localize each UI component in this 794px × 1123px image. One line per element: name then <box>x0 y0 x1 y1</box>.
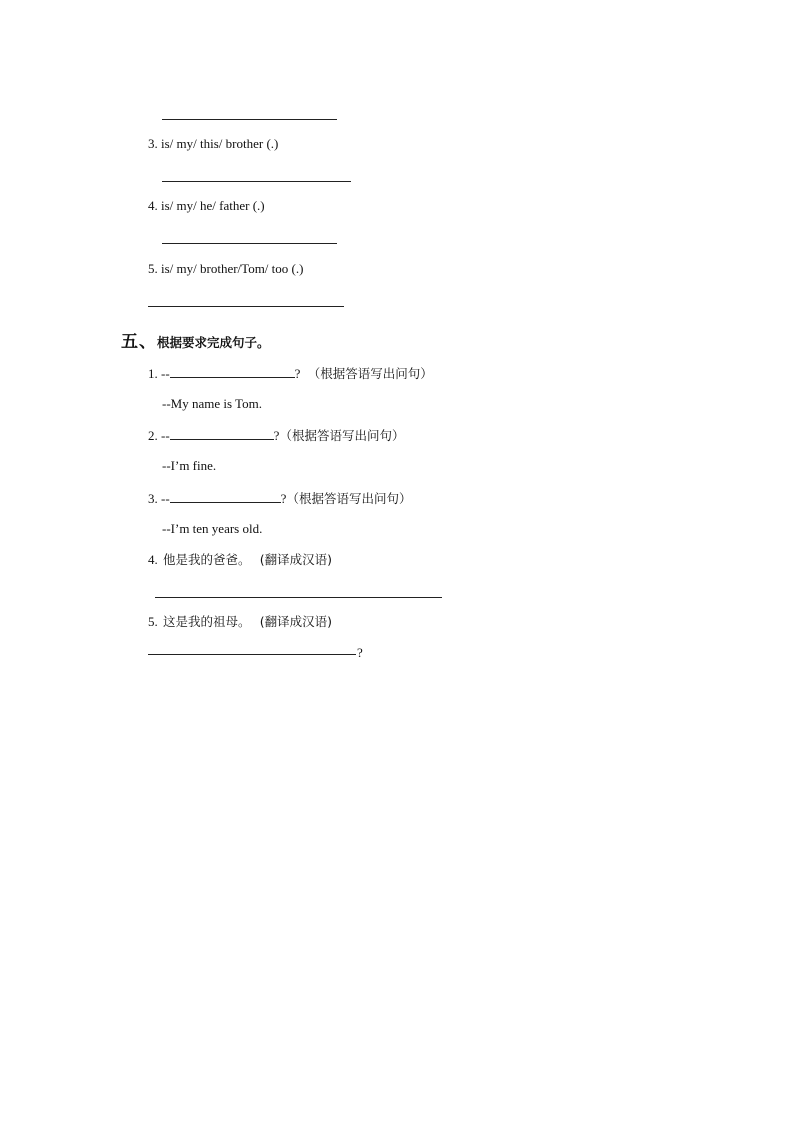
section5-answer-2: --I’m fine. <box>162 458 217 473</box>
item-suffix: ? <box>294 366 301 381</box>
part4-item-3 <box>148 136 278 152</box>
answer-line-part4-4[interactable] <box>162 243 337 244</box>
answer-blank-3[interactable] <box>170 490 281 503</box>
end-question-mark: ? <box>357 645 363 660</box>
answer-line-part4-2[interactable] <box>162 119 337 120</box>
item-prefix: -- <box>161 491 170 506</box>
section5-item-2 <box>148 427 404 444</box>
item-instruction: (翻译成汉语) <box>259 614 333 629</box>
section5-item-3 <box>148 490 411 507</box>
item-text: 这是我的祖母。 <box>163 614 251 629</box>
item-number: 4. <box>148 198 158 213</box>
item-prefix: -- <box>161 428 170 443</box>
item-number: 5. <box>148 261 158 276</box>
item-instruction: （根据答语写出问句） <box>279 428 405 443</box>
item-number: 3. <box>148 136 158 151</box>
section5-item-1 <box>148 365 433 382</box>
item-prefix: -- <box>161 366 170 381</box>
item-instruction: （根据答语写出问句） <box>286 491 412 506</box>
answer-line-part4-3[interactable] <box>162 181 351 182</box>
item-text: 他是我的爸爸。 <box>163 552 251 567</box>
part4-item-4 <box>148 198 265 214</box>
item-number: 5. <box>148 614 158 629</box>
item-number: 3. <box>148 491 158 506</box>
section5-answer-1: --My name is Tom. <box>162 396 262 411</box>
section5-answer-3: --I’m ten years old. <box>162 521 263 536</box>
item-number: 4. <box>148 552 158 567</box>
section-number: 五、 <box>121 332 157 352</box>
item-suffix: ? <box>280 491 287 506</box>
item-text: is/ my/ this/ brother (.) <box>161 136 279 151</box>
answer-line-part4-5[interactable] <box>148 306 344 307</box>
answer-blank-1[interactable] <box>170 365 295 378</box>
item-number: 1. <box>148 366 158 381</box>
item-number: 2. <box>148 428 158 443</box>
answer-line-section5-4[interactable] <box>155 597 442 598</box>
item-suffix: ? <box>273 428 280 443</box>
section-title: 根据要求完成句子。 <box>157 335 270 350</box>
section5-item-5 <box>148 614 332 630</box>
section5-item-4 <box>148 552 332 568</box>
answer-blank-2[interactable] <box>170 427 274 440</box>
section-5-heading <box>121 327 270 352</box>
item-text: is/ my/ he/ father (.) <box>161 198 265 213</box>
part4-item-5 <box>148 261 303 277</box>
item-instruction: （根据答语写出问句） <box>307 366 433 381</box>
answer-line-section5-5[interactable] <box>148 654 356 655</box>
item-text: is/ my/ brother/Tom/ too (.) <box>161 261 304 276</box>
item-instruction: (翻译成汉语) <box>259 552 333 567</box>
